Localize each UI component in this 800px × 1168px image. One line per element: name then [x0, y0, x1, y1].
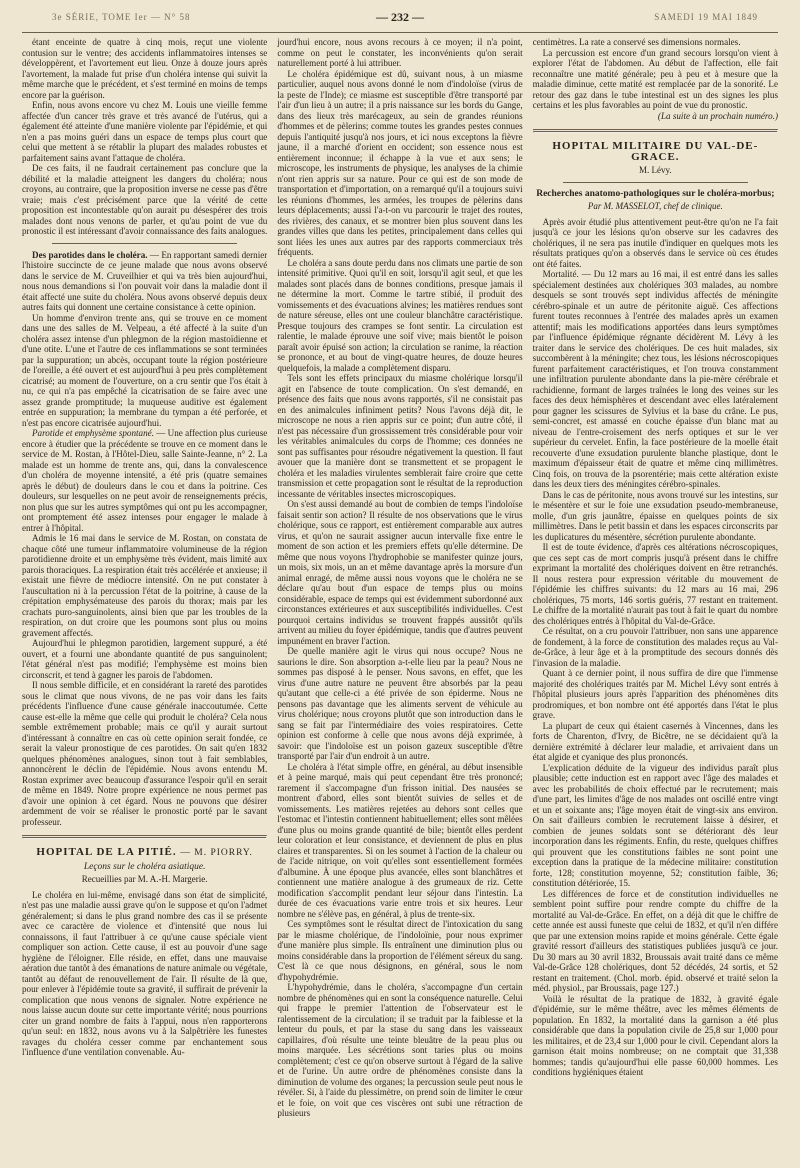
doctor-name: M. Lévy.	[638, 165, 672, 175]
paragraph: Un homme d'environ trente ans, qui se trouve en ce moment dans une des salles de M. Velpeau, a été affecté à la suite d'un choléra assez intense d'un phlegmon de la région mastoïdienne et d'une otite. L'une et l'autre de ces inflammations se sont terminées par la suppuration; un abcès, occupant toute la région postérieure de l'oreille, a été ouvert et est aujourd'hui à peu près complètement cicatrisé; au moment de l'ouverture, on a cru sentir que l'os était à nu, ce qui n'a pas empêché la cicatrisation de se faire avec une assez grande promptitude; la muqueuse auditive est également entrée en suppuration; la membrane du tympan a été perforée, et n'est pas encore cicatrisée aujourd'hui.	[22, 312, 268, 428]
hospital-name: HOPITAL DE LA PITIÉ.	[36, 846, 177, 858]
paragraph: De ces faits, il ne faudrait certainement pas conclure que la débilité et la maladie atteignent les dangers du choléra; nous croyons, au contraire, que la proposition inverse ne cesse pas d'être vraie; mais c'est précisément parce que la vérité de cette proposition est incontestable qu'on aurait pu désespérer des trois malades dont nous venons de parler, et qu'au point de vue du pronostic il est intéressant d'avoir connaissance des faits analogues.	[22, 163, 268, 236]
paragraph	[22, 428, 267, 533]
paragraph: Après avoir étudié plus attentivement peut-être qu'on ne l'a fait jusqu'à ce jour les lésions qu'on observe sur les cadavres des cholériques, il ne sera pas inutile d'indiquer en quelques mots les résultats pratiques qu'on a observés dans le service où ces études ont été faites.	[532, 216, 778, 269]
paragraph: Il est de toute évidence, d'après ces altérations nécroscopiques, que ces sept cas de mort compris jusqu'à présent dans le chiffre exprimant la mortalité des cholériques doivent en être retranchés. Il nous restera pour expression véritable du mouvement de l'épidémie les chiffres suivants: du 12 mars au 16 mai, 296 cholériques, 75 morts, 146 sortis guéris, 77 restant en traitement. Le chiffre de la mortalité n'aurait pas tout à fait le quart du nombre des cholériques entrés à l'hôpital du Val-de-Grâce.	[532, 542, 778, 626]
page-number: — 232 —	[376, 10, 424, 24]
paragraph: Les différences de force et de constitution individuelles ne semblent point suffire pour rendre compte du chiffre de la mortalité au Val-de-Grâce. En effet, on a déjà dit que le chiffre de cette année est aussi funeste que celui de 1832, et qu'il n'en différe que par une extension moins rapide et moins générale. Cette égale gravité ressort d'ailleurs des statistiques publiées jusqu'à ce jour. Du 30 mars au 30 avril 1832, Broussais avait traité dans ce même Val-de-Grâce 128 cholériques, dont 52 décédés, 24 sortis, et 52 restant en traitement. (Chol. morb. épid. observé et traité selon la méd. physiol., par Broussais, page 127.)	[532, 888, 778, 993]
columns	[22, 37, 778, 1167]
page-header	[22, 6, 778, 33]
paragraph: Le choléra épidémique est dû, suivant nous, à un miasme particulier, auquel nous avons donné le nom d'indoloïse (virus de la peste de l'Inde); ce miasme est susceptible d'être transporté par l'air d'un lieu à un autre; il a pris naissance sur les bords du Gange, dans des lieux très marécageux, au sein de grandes réunions d'hommes et de pèlerins; comme toutes les grandes pestes connues depuis l'antiquité jusqu'à nos jours, et ici nous exceptons la fièvre jaune, il a marché d'orient en occident; son essence nous est entièrement inconnue; il échappe à la vue et aux sens; le microscope, les instruments de physique, les analyses de la chimie n'ont rien appris sur sa nature. Pour ce qui est de son mode de transportation et d'importation, on a remarqué qu'il a toujours suivi les réunions d'hommes, les armées, les troupes de pèlerins dans leurs déplacements; aussi l'a-t-on vu parcourir le trajet des routes, des rivières, des canaux, et se montrer bien plus souvent dans les grandes villes que dans les petites, principalement dans celles qui sont liées les unes aux autres par des rapports commerciaux très fréquents.	[277, 68, 523, 257]
paragraph-text: — Une affection plus curieuse encore à étudier que la précédente se trouve en ce moment dans le service de M. Rostan, à l'Hôtel-Dieu, salle Sainte-Jeanne, n° 2. La malade est un homme de trente ans, qui, dans la convalescence d'un choléra de moyenne intensité, a été pris (quatre semaines après le début) de douleurs dans le cou et dans la poitrine. Ces douleurs, sur lesquelles on ne peut avoir de renseignements précis, non plus que sur les autres symptômes qui ont pu les accompagner, ont promptement été assez intenses pour engager le malade à entrer à l'hôpital.	[22, 428, 268, 533]
paragraph: Il nous semble difficile, et en considérant la rareté des parotides sous le climat que nous vivons, de ne pas voir dans les faits précédents l'influence d'une cause générale inaccoutumée. Cette cause est-elle la même que celle qui produit le choléra? Cela nous semble extrêmement probable; mais ce qu'il y aurait surtout d'intéressant à connaître en cas où cette opinion serait fondée, ce serait la valeur pronostique de ces parotides. On sait qu'en 1832 quelques phénomènes analogues, sinon tout à fait semblables, annoncèrent le déclin de l'épidémie. Nous avons entendu M. Rostan exprimer avec beaucoup d'assurance l'espoir qu'il en serait de même en 1849. Notre propre expérience ne nous permet pas d'avoir une opinion à cet égard. Nous ne pouvons que désirer ardemment de voir se réaliser le pronostic porté par le savant professeur.	[22, 680, 268, 827]
paragraph: Le choléra à l'état simple offre, en général, au début insensible et à peine marqué, mais qui peut cependant être très prononcé; rarement il s'accompagne d'un frisson initial. Des nausées se montrent d'abord, elles sont bientôt suivies de selles et de vomissements. Les matières rejetées au dehors sont celles que l'estomac et l'intestin contiennent habituellement; elles sont mêlées d'une plus ou moins grande quantité de bile; bientôt elles perdent leur coloration et leur consistance, et deviennent de plus en plus claires et transparentes. Si on les soumet à l'action de la chaleur ou de l'acide nitrique, on voit qu'elles sont essentiellement formées d'albumine. À une époque plus avancée, elles sont blanchâtres et contiennent une matière analogue à des grumeaux de riz. Cette modification s'accomplit pendant leur séjour dans l'intestin. La durée de ces évacuations varie entre trois et six heures. Leur nombre ne s'élève pas, en général, à plus de trente-six.	[277, 761, 523, 919]
paragraph: Dans le cas de péritonite, nous avons trouvé sur les intestins, sur le mésentère et sur le foie une exsudation pseudo-membraneuse, molle, d'un gris jaunâtre, épaisse en quelques points de six millimètres. Dans le petit bassin et dans les espaces circonscrits par les duplicatures du mésentère, sécrétion purulente abondante.	[532, 489, 778, 542]
paragraph: L'hypohydrémie, dans le choléra, s'accompagne d'un certain nombre de phénomènes qui en sont la conséquence naturelle. Celui qui frappe le premier l'attention de l'observateur est le ralentissement de la circulation; il se traduit par la faiblesse et la lenteur du pouls, et par la stase du sang dans les vaisseaux capillaires, d'où résulte une teinte bleuâtre de la peau plus ou moins marquée. Les sécrétions sont taries plus ou moins complètement; c'est ce qu'on observe surtout à l'égard de la salive et de l'urine. Un autre ordre de phénomènes consiste dans la diminution de volume des organes; la percussion seule peut nous le révéler. Si, à l'aide du plessimètre, on prend soin de limiter le cœur et le foie, on voit que ces viscères ont subi une rétraction de plusieurs	[277, 982, 523, 1118]
section-title-emphyseme: Parotide et emphysème spontané.	[32, 428, 154, 438]
continued-note: (La suite à un prochain numéro.)	[657, 110, 778, 121]
paragraph: Enfin, nous avons encore vu chez M. Louis une vieille femme affectée d'un cancer très grave et très avancé de l'utérus, qui a également été atteinte d'une manière violente par l'épidémie, et qui n'en a pas moins guéri dans un espace de temps plus court que celui que mettent à se rétablir la plupart des malades robustes et parfaitement sains avant l'attaque de choléra.	[22, 100, 268, 163]
paragraph: Le choléra a sans doute perdu dans nos climats une partie de son intensité primitive. Quoi qu'il en soit, lorsqu'il agit seul, et que les malades sont placés dans de bonnes conditions, presque jamais il ne détermine la mort. Comme le tartre stibié, il produit des vomissements et des évacuations alvines; les matières rendues sont de nature séreuse, elles ont une couleur blanchâtre caractéristique. Presque toujours des crampes se font sentir. La circulation est ralentie, le malade éprouve une soif vive; mais bientôt le poison paraît avoir épuisé son action; la circulation se ranime, la réaction se prononce, et au bout de vingt-quatre heures, de douze heures quelquefois, la malade a complètement disparu.	[277, 257, 523, 373]
divider	[563, 182, 748, 183]
paragraph: On s'est aussi demandé au bout de combien de temps l'indoloïse faisait sentir son action? Il résulte de nos observations que le virus cholérique, sous ce rapport, est entièrement comparable aux autres virus, et qu'on ne saurait assigner aucun intervalle fixe entre le moment de son action et les premiers effets qu'elle détermine. De même que nous voyons l'hydrophobie se manifester quinze jours, un mois, six mois, un an et même davantage après la morsure d'un animal enragé, de même aussi nous voyons que le choléra ne se déclare qu'au bout d'un espace de temps plus ou moins considérable, espace de temps qui est évidemment subordonné aux circonstances extérieures et aux susceptibilités individuelles. C'est pourquoi certains individus se trouvent frappés aussitôt qu'ils arrivent au milieu du foyer épidémique, tandis que d'autres peuvent impunément en braver l'action.	[277, 499, 523, 646]
paragraph-text: — En rapportant samedi dernier l'histoire succincte de ce jeune malade que nous avons observé dans le service de M. Cruveilhier et qui va très bien aujourd'hui, nous nous demandions si l'on pouvait voir dans la maladie dont il était affecté une suite du choléra. Nous avons observé depuis deux autres faits qui donnent une certaine consistance à cette opinion.	[22, 249, 268, 312]
article-title: Recherches anatomo-pathologiques sur le choléra-morbus;	[536, 188, 775, 199]
doctor-name: — M. PIORRY.	[180, 848, 253, 858]
paragraph: Voilà le résultat de la pratique de 1832, à gravité égale d'épidémie, sur le même théâtre, avec les mêmes éléments de population. En 1832, la mortalité dans la garnison a été plus considérable que dans la population civile de 25,8 sur 1,000 pour les militaires, et de 23,4 sur 1,000 pour le civil. Cependant alors la garnison était moins nombreuse; on ne comptait que 31,338 hommes; tandis qu'aujourd'hui elle passe 60,000 hommes. Les conditions hygiéniques étaient	[532, 993, 778, 1077]
paragraph: Ce résultat, on a cru pouvoir l'attribuer, non sans une apparence de fondement, à la force de constitution des malades reçus au Val-de-Grâce, à leur âge et à la promptitude des secours donnés dès l'invasion de la maladie.	[532, 626, 778, 668]
paragraph: Le choléra en lui-même, envisagé dans son état de simplicité, n'est pas une maladie aussi grave qu'on le suppose et qu'on l'admet généralement; si dans le plus grand nombre des cas il se présente avec ce caractère de violence et d'intensité que nous lui connaissons, il faut l'attribuer à ce qu'une cause spéciale vient compliquer son action. Cette cause, il est au pouvoir d'une sage hygiène de l'éloigner. Elle réside, en effet, dans une mauvaise aération due tantôt à des émanations de nature animale ou végétale, tantôt au défaut de renouvellement de l'air. Il résulte de là que, pour enlever à l'épidémie toute sa gravité, il suffirait de prévenir la complication que nous venons de signaler. Notre expérience ne nous laisse aucun doute sur cette importante vérité; nous pourrions citer un grand nombre de faits à l'appui, nous n'en rapporterons qu'un seul: en 1832, nous avons vu à la Salpêtrière les funestes ravages du choléra cesser comme par enchantement sous l'influence d'une ventilation convenable. Au-	[22, 889, 268, 1057]
paragraph: Mortalité. — Du 12 mars au 16 mai, il est entré dans les salles spécialement destinées aux cholériques 303 malades, au nombre desquels se sont trouvés sept individus affectés de méningite cérébro-spinale et un autre de péritonite aiguë. Ces affections furent toutes reconnues à l'entrée des malades après un examen attentif; mais les modifications apportées dans leurs symptômes par l'influence épidémique régnante décidèrent M. Lévy à les traiter dans le service des cholériques. De ces huit malades, six succombèrent à la méningite; chez tous, les lésions nécroscopiques furent parfaitement caractéristiques, et l'on trouva constamment une infiltration purulente abondante dans la pie-mère cérébrale et rachidienne, formant de larges traînées le long des veines sur les faces des deux hémisphères et descendant avec elles latéralement pour gagner les scissures de Sylvius et la base du crâne. Le pus, semi-concret, est amassé en couche épaisse d'un blanc mat au niveau de l'entre-croisement des nerfs optiques et sur le ver supérieur du cervelet. Enfin, la face postérieure de la moelle était recouverte d'une exsudation purulente blanche plastique, dont le maximum d'épaisseur était de quatre et même cinq millimètres. Cinq fois, on trouva de la psorentérie; mais cette altération existe dans les deux tiers des méningites cérébro-spinales.	[532, 269, 778, 489]
double-divider	[533, 129, 778, 133]
column-1	[22, 37, 267, 1167]
column-2	[277, 37, 522, 1167]
article-author: Par M. MASSELOT, chef de clinique.	[587, 201, 723, 211]
divider	[52, 243, 237, 244]
lecture-title: Leçons sur le choléra asiatique.	[83, 861, 206, 872]
paragraph: Admis le 16 mai dans le service de M. Rostan, on constata de chaque côté une tumeur inflammatoire volumineuse de la région parotidienne droite et un emphysème très évident, mais limité aux parois thoraciques. La respiration était très accélérée et anxieuse; il existait une fièvre de médiocre intensité. On ne put constater à l'auscultation ni à la percussion l'état de la poitrine, à cause de la crépitation emphysémateuse des parois du thorax; mais par les crachats puro-sanguinolents, ainsi bien que par les troubles de la respiration, on dut croire que les poumons sont plus ou moins gravement affectés.	[22, 533, 268, 638]
lecture-author: Recueillies par M. A.-H. Margerie.	[81, 874, 208, 884]
paragraph: L'explication déduite de la vigueur des individus paraît plus plausible; cette induction est en rapport avec l'âge des malades et avec les probabilités de choix effectué par le recrutement; mais d'une part, les limites d'âge de nos malades ont oscillé entre vingt et un et soixante ans; l'âge moyen était de vingt-six ans environ. On sait d'ailleurs combien le recrutement laisse à désirer, et combien de jeunes soldats sont se détériorant dès leur incorporation dans les régiments. Enfin, du reste, quelques chiffres qui prouvent que les constitutions faibles ne sont point une exception dans la pratique de la médecine militaire: constitution forte, 128; constitution moyenne, 52; constitution faible, 36; constitution détériorée, 15.	[532, 762, 778, 888]
paragraph: Ces symptômes sont le résultat direct de l'intoxication du sang par le miasme cholérique, de l'indoloïnie, pour nous exprimer d'une manière plus simple. Ils entraînent une diminution plus ou moins considérable dans la proportion de l'élément séreux du sang. C'est là ce que nous désignons, en général, sous le nom d'hypohydrémie.	[277, 919, 523, 982]
paragraph: De quelle manière agit le virus qui nous occupe? Nous ne saurions le dire. Son absorption a-t-elle lieu par la peau? Nous ne sommes pas disposé à le penser. Nous savons, en effet, que les virus d'une autre nature ne peuvent être absorbés par la peau qu'autant que celle-ci a été privée de son épiderme. Nous ne pensons pas davantage que les aliments servent de véhicule au virus cholérique; nous croyons plutôt que son introduction dans le sang se fait par l'intermédiaire des voies respiratoires. Cette opinion est conforme à celle que nous avons déjà exprimée, à savoir: que l'indoloïse est un poison gazeux susceptible d'être transporté par l'air d'un endroit à un autre.	[277, 646, 523, 761]
paragraph: La plupart de ceux qui étaient casernés à Vincennes, dans les forts de Charenton, d'Ivry, de Bicêtre, ne se décidaient qu'à la dernière extrémité à déclarer leur maladie, et arrivaient dans un état algide et cyanique des plus prononcés.	[532, 720, 778, 762]
paragraph: Aujourd'hui le phlegmon parotidien, largement suppuré, a été ouvert, et a fourni une abondante quantité de pus sanguinolent; l'état général n'est pas modifié; l'emphysème est moins bien circonscrit, et tend à gagner les parois de l'abdomen.	[22, 638, 268, 680]
paragraph: La percussion est encore d'un grand secours lorsqu'on vient à explorer l'état de l'abdomen. Au début de l'affection, elle fait reconnaître une matité générale; peu à peu et à mesure que la maladie diminue, cette matité est remplacée par de la sonorité. Le retour des gaz dans le tube intestinal est un des signes les plus certains et les plus favorables au point de vue du pronostic.	[532, 47, 778, 110]
paragraph: Quant à ce dernier point, il nous suffira de dire que l'immense majorité des cholériques traités par M. Michel Lévy sont entrés à l'hôpital plusieurs jours après l'apparition des phénomènes dits prodromiques, et bon nombre ont été apportés dans l'état le plus grave.	[532, 668, 778, 720]
paragraph: centimètres. La rate a conservé ses dimensions normales.	[532, 37, 741, 47]
paragraph: jourd'hui encore, nous avons recours à ce moyen; il n'a point, comme on peut le constater, les inconvénients qu'on serait naturellement porté à lui attribuer.	[277, 37, 523, 68]
header-series: 3e SÉRIE, TOME Ier — N° 58	[52, 12, 191, 22]
column-3	[533, 37, 778, 1167]
paragraph: étant enceinte de quatre à cinq mois, reçut une violente contusion sur le ventre; des accidents inflammatoires intenses se développèrent, et l'avortement eut lieu. Onze à douze jours après l'avortement, la malade fut prise d'un choléra intense qui suivit la même marche que le précédent, et s'est terminé en moins de temps encore par la guérison.	[22, 37, 268, 100]
double-divider	[22, 835, 267, 839]
paragraph: Tels sont les effets principaux du miasme cholérique lorsqu'il agit en l'absence de toute complication. On s'est demandé, en présence des faits que nous avons rapportés, s'il ne consistait pas en des animalcules infiniment petits? Nous l'avons déjà dit, le microscope ne nous a rien appris sur ce point; d'un autre côté, il n'est pas nécessaire d'un grossissement très considérable pour voir les véritables animalcules du corps de l'homme; ces données ne sont pas suffisantes pour résoudre négativement la question. Il faut avouer que la manière dont se transmettent et se propagent le choléra et les maladies virulentes semblerait faire croire que cette transmission et cette propagation sont le résultat de la reproduction incessante de véritables insectes microscopiques.	[277, 373, 523, 499]
header-date: SAMEDI 19 MAI 1849	[654, 12, 758, 22]
paragraph	[22, 250, 267, 313]
section-heading-val-de-grace: HOPITAL MILITAIRE DU VAL-DE-GRACE.	[552, 140, 759, 163]
section-title-parotides: Des parotides dans le choléra.	[32, 249, 148, 260]
section-heading-pitie	[22, 847, 267, 859]
